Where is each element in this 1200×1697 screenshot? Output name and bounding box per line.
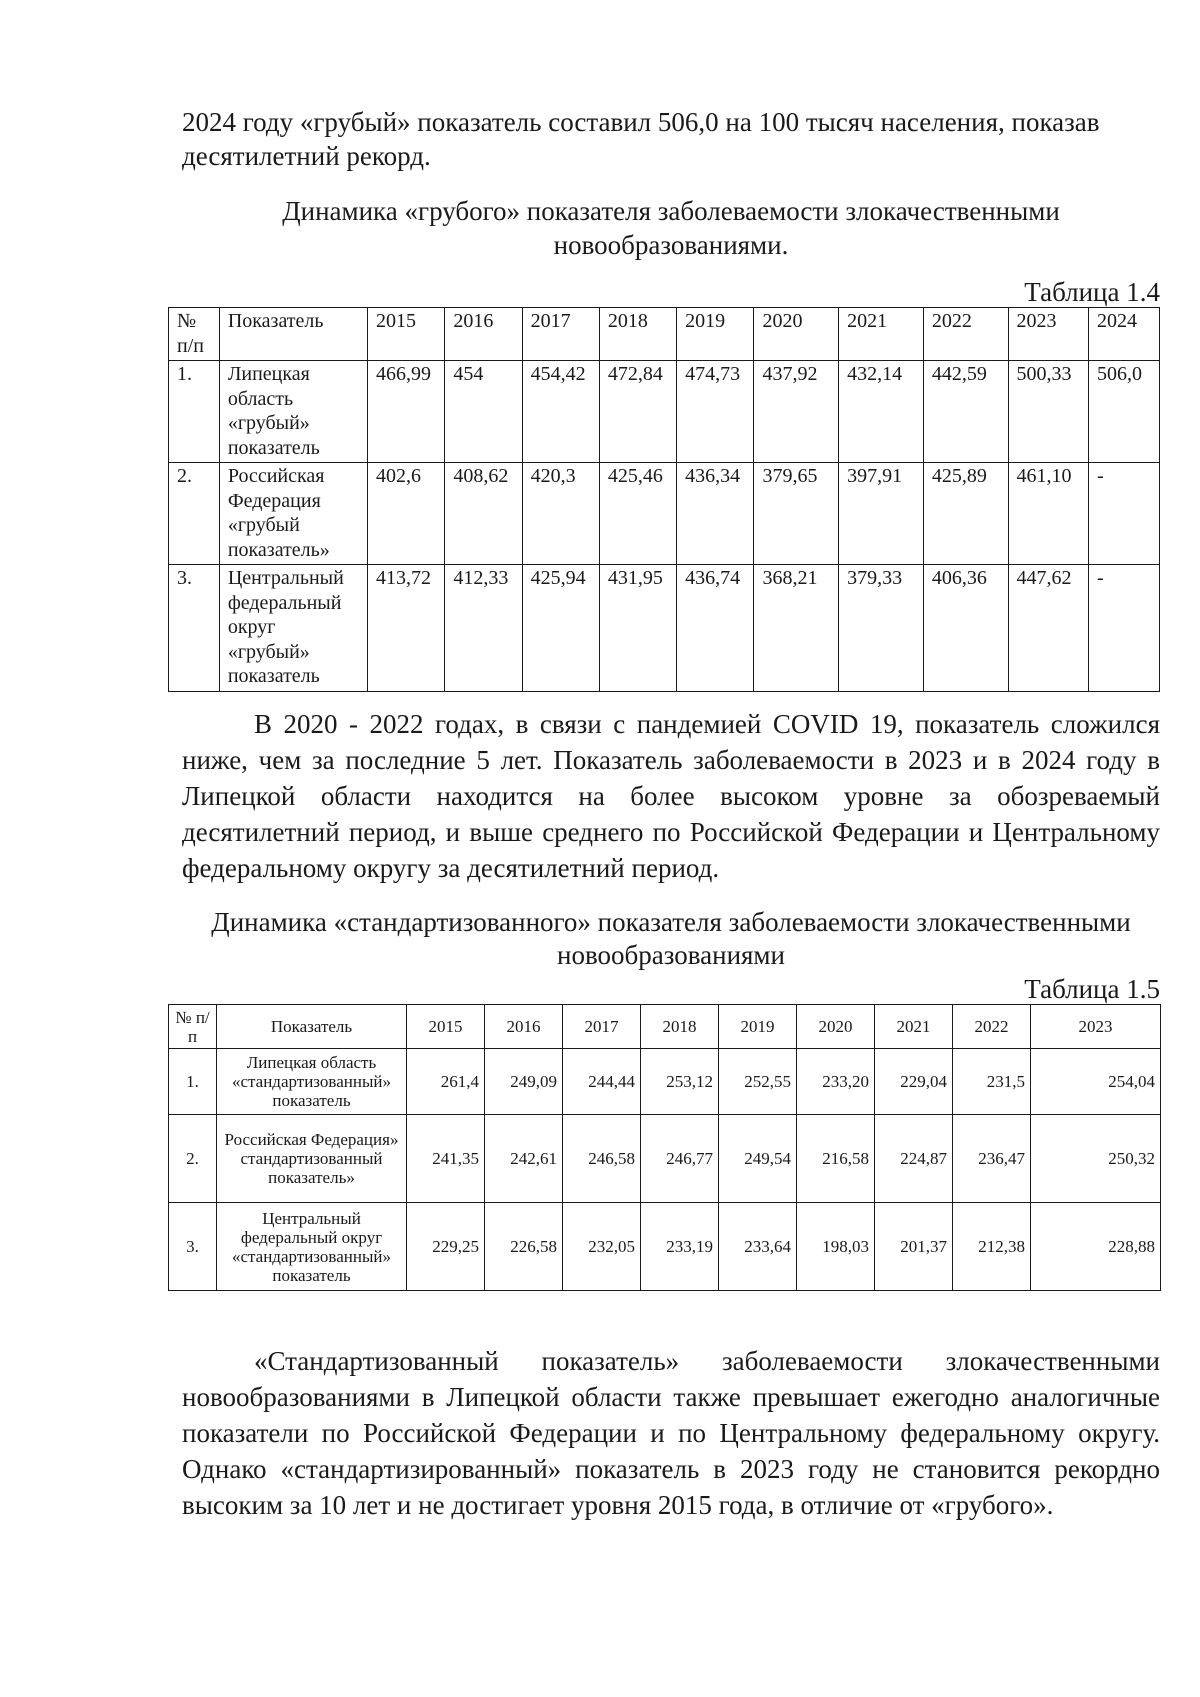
value-cell: 236,47 [953, 1115, 1031, 1203]
value-cell: 474,73 [677, 361, 754, 463]
value-cell: 432,14 [839, 361, 924, 463]
indicator-cell: Российская Федерация» стандартизованный показатель» [217, 1115, 407, 1203]
value-cell: 261,4 [407, 1049, 485, 1115]
header-cell: 2018 [599, 308, 676, 361]
value-cell: 241,35 [407, 1115, 485, 1203]
header-cell: 2016 [445, 308, 522, 361]
header-cell: 2023 [1031, 1005, 1161, 1049]
table-1-5-caption-line-1: Динамика «стандартизованного» показателя заболеваемости злокачественными [211, 907, 1131, 937]
value-cell: 233,20 [797, 1049, 875, 1115]
header-cell: 2021 [875, 1005, 953, 1049]
value-cell: 379,33 [839, 565, 924, 692]
value-cell: 246,58 [563, 1115, 641, 1203]
value-cell: 406,36 [923, 565, 1008, 692]
value-cell: 461,10 [1008, 463, 1088, 565]
value-cell: 431,95 [599, 565, 676, 692]
value-cell: 412,33 [445, 565, 522, 692]
value-cell: 216,58 [797, 1115, 875, 1203]
intro-line-1: 2024 году «грубый» показатель составил 506,0 на 100 тысяч населения, показав [182, 107, 1100, 137]
value-cell: 254,04 [1031, 1049, 1161, 1115]
table-1-4-caption-line-1: Динамика «грубого» показателя заболеваемости злокачественными [282, 196, 1060, 226]
value-cell: 425,46 [599, 463, 676, 565]
table-row [169, 1115, 1161, 1203]
indicator-cell: Центральный федеральный округ «грубый» показатель [219, 565, 367, 692]
value-cell: 425,94 [522, 565, 599, 692]
header-cell: 2017 [522, 308, 599, 361]
header-cell: № п/п [169, 308, 220, 361]
value-cell: 466,99 [368, 361, 445, 463]
value-cell: 425,89 [923, 463, 1008, 565]
header-cell: 2022 [923, 308, 1008, 361]
header-cell: 2015 [368, 308, 445, 361]
table-1-4-number: Таблица 1.4 [1024, 277, 1160, 307]
value-cell: 500,33 [1008, 361, 1088, 463]
value-cell: 232,05 [563, 1203, 641, 1291]
value-cell: 472,84 [599, 361, 676, 463]
paragraph-covid: В 2020 - 2022 годах, в связи с пандемией COVID 19, показатель сложился ниже, чем за последние 5 лет. Показатель заболеваемости в 2023 и в 2024 году в Липецкой области находится на более высоком уровне за обозреваемый десятилетний период, и выше среднего по Российской Федерации и Центральному федеральному округу за десятилетний период. [182, 709, 1160, 883]
value-cell: 420,3 [522, 463, 599, 565]
table-row [169, 1203, 1161, 1291]
value-cell: 226,58 [485, 1203, 563, 1291]
value-cell: 250,32 [1031, 1115, 1161, 1203]
indicator-cell: Российская Федерация «грубый показатель» [219, 463, 367, 565]
header-cell: 2018 [641, 1005, 719, 1049]
table-header-row [169, 1005, 1161, 1049]
value-cell: 408,62 [445, 463, 522, 565]
value-cell: 454,42 [522, 361, 599, 463]
header-cell: 2024 [1088, 308, 1159, 361]
value-cell: 224,87 [875, 1115, 953, 1203]
header-cell: Показатель [219, 308, 367, 361]
value-cell: 454 [445, 361, 522, 463]
row-number-cell: 1. [169, 361, 220, 463]
value-cell: 242,61 [485, 1115, 563, 1203]
value-cell: 212,38 [953, 1203, 1031, 1291]
value-cell: 246,77 [641, 1115, 719, 1203]
value-cell: 402,6 [368, 463, 445, 565]
indicator-cell: Липецкая область «грубый» показатель [219, 361, 367, 463]
value-cell: 506,0 [1088, 361, 1159, 463]
value-cell: 249,09 [485, 1049, 563, 1115]
table-1-4-caption-line-2: новообразованиями. [553, 230, 789, 260]
value-cell: 233,64 [719, 1203, 797, 1291]
value-cell: - [1088, 463, 1159, 565]
value-cell: 231,5 [953, 1049, 1031, 1115]
table-1-5 [168, 1004, 1161, 1291]
table-header-row [169, 308, 1160, 361]
value-cell: 436,34 [677, 463, 754, 565]
value-cell: 397,91 [839, 463, 924, 565]
table-row [169, 565, 1160, 692]
row-number-cell: 2. [169, 1115, 217, 1203]
header-cell: 2023 [1008, 308, 1088, 361]
value-cell: 413,72 [368, 565, 445, 692]
header-cell: Показатель [217, 1005, 407, 1049]
value-cell: 198,03 [797, 1203, 875, 1291]
value-cell: 253,12 [641, 1049, 719, 1115]
table-1-5-caption-line-2: новообразованиями [557, 940, 785, 970]
value-cell: 229,25 [407, 1203, 485, 1291]
header-cell: 2019 [719, 1005, 797, 1049]
value-cell: 229,04 [875, 1049, 953, 1115]
row-number-cell: 1. [169, 1049, 217, 1115]
intro-line-2: десятилетний рекорд. [182, 141, 431, 171]
indicator-cell: Центральный федеральный округ «стандартизованный» показатель [217, 1203, 407, 1291]
table-1-4 [168, 307, 1160, 692]
header-cell: 2017 [563, 1005, 641, 1049]
row-number-cell: 3. [169, 565, 220, 692]
paragraph-standardized: «Стандартизованный показатель» заболеваемости злокачественными новообразованиями в Липецкой области также превышает ежегодно аналогичные показатели по Российской Федерации и по Центральному федеральному округу. Однако «стандартизированный» показатель в 2023 году не становится рекордно высоким за 10 лет и не достигает уровня 2015 года, в отличие от «грубого». [182, 1346, 1160, 1520]
header-cell: № п/п [169, 1005, 217, 1049]
value-cell: - [1088, 565, 1159, 692]
header-cell: 2019 [677, 308, 754, 361]
value-cell: 228,88 [1031, 1203, 1161, 1291]
value-cell: 436,74 [677, 565, 754, 692]
value-cell: 442,59 [923, 361, 1008, 463]
value-cell: 437,92 [754, 361, 839, 463]
value-cell: 244,44 [563, 1049, 641, 1115]
table-row [169, 463, 1160, 565]
table-row [169, 1049, 1161, 1115]
value-cell: 233,19 [641, 1203, 719, 1291]
header-cell: 2020 [754, 308, 839, 361]
table-1-5-number: Таблица 1.5 [1024, 974, 1160, 1004]
header-cell: 2020 [797, 1005, 875, 1049]
value-cell: 249,54 [719, 1115, 797, 1203]
value-cell: 368,21 [754, 565, 839, 692]
header-cell: 2022 [953, 1005, 1031, 1049]
header-cell: 2021 [839, 308, 924, 361]
row-number-cell: 2. [169, 463, 220, 565]
value-cell: 379,65 [754, 463, 839, 565]
table-row [169, 361, 1160, 463]
header-cell: 2015 [407, 1005, 485, 1049]
row-number-cell: 3. [169, 1203, 217, 1291]
value-cell: 447,62 [1008, 565, 1088, 692]
value-cell: 201,37 [875, 1203, 953, 1291]
value-cell: 252,55 [719, 1049, 797, 1115]
indicator-cell: Липецкая область «стандартизованный» показатель [217, 1049, 407, 1115]
header-cell: 2016 [485, 1005, 563, 1049]
